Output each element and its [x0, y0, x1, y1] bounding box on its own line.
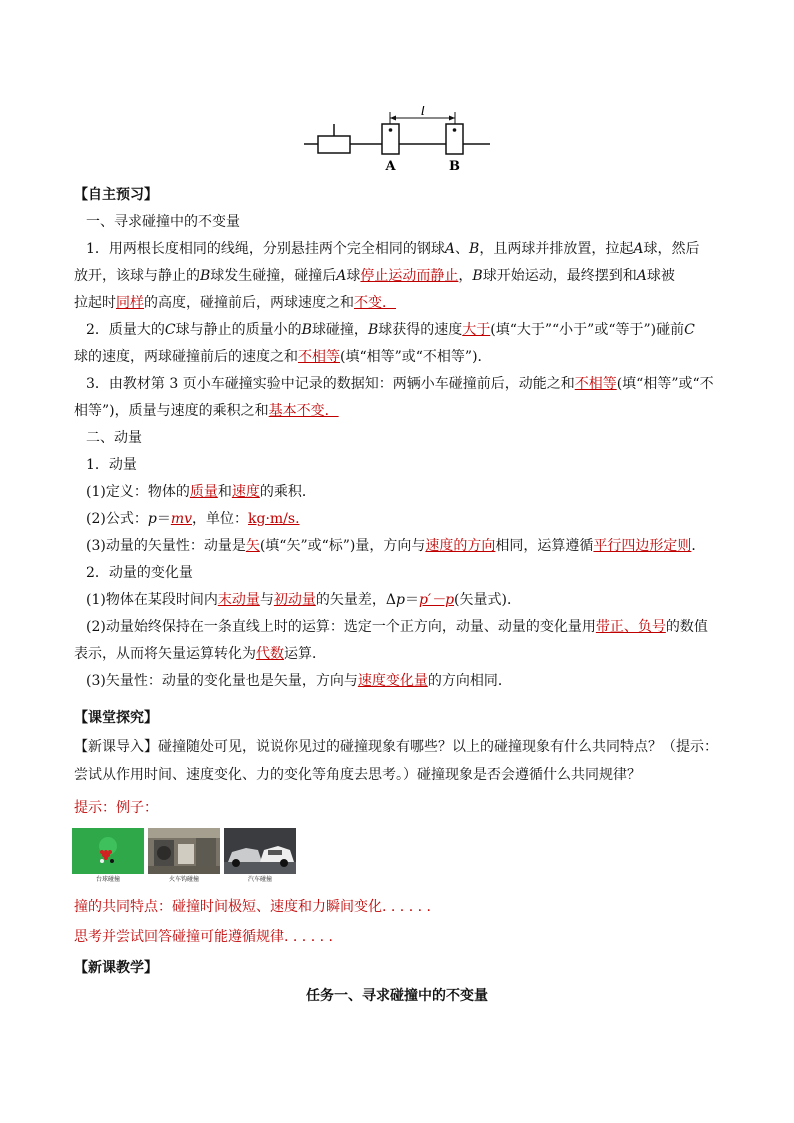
answer-blank: 质量	[189, 484, 218, 500]
section-preview-heading: 【自主预习】	[74, 187, 158, 203]
answer-blank: 初动量	[273, 592, 316, 608]
answer-blank: 基本不变．	[268, 403, 339, 419]
common-feature-line: 撞的共同特点：碰撞时间极短、速度和力瞬间变化. . . . . .	[74, 899, 431, 915]
caption-train: 火车钩碰撞	[168, 876, 199, 883]
section-new-teaching-heading: 【新课教学】	[74, 960, 158, 976]
answer-blank: p′－p	[418, 592, 455, 608]
paragraph-1-line-3: 拉起时同样的高度，碰撞前后，两球速度之和不变．	[74, 295, 396, 311]
answer-blank: 速度变化量	[357, 673, 428, 689]
answer-blank: 速度	[231, 484, 260, 500]
length-label: l	[420, 106, 426, 119]
intro-line-1: 【新课导入】碰撞随处可见，说说你见过的碰撞现象有哪些？以上的碰撞现象有什么共同特点？（提示：	[74, 739, 718, 755]
paragraph-3-line-1: 3．由教材第 3 页小车碰撞实验中记录的数据知：两辆小车碰撞前后，动能之和不相等(填“相等”或“不	[86, 376, 714, 392]
answer-blank: 大于	[462, 322, 491, 338]
subheading-momentum: 1．动量	[86, 457, 137, 473]
section-classroom-heading: 【课堂探究】	[74, 710, 158, 726]
intro-line-2: 尝试从作用时间、速度变化、力的变化等角度去思考。）碰撞现象是否会遵循什么共同规律？	[74, 767, 641, 783]
think-line: 思考并尝试回答碰撞可能遵循规律. . . . . .	[74, 929, 333, 945]
paragraph-2-line-1: 2．质量大的C球与静止的质量小的B球碰撞，B球获得的速度大于(填“大于”“小于”或“等于”)碰前C	[86, 322, 695, 338]
paragraph-1-line-1: 1．用两根长度相同的线绳，分别悬挂两个完全相同的钢球A、B，且两球并排放置，拉起A球，然后	[86, 241, 700, 257]
label-b: B	[449, 159, 460, 174]
answer-blank: 不相等	[574, 376, 617, 392]
answer-blank: 不变．	[354, 295, 396, 311]
answer-blank: 不相等	[298, 349, 340, 365]
task-one-title: 任务一、寻求碰撞中的不变量	[306, 988, 488, 1004]
subheading-momentum-change: 2．动量的变化量	[86, 565, 193, 581]
car-crash-photo	[224, 828, 296, 874]
vector-property-line: (3)动量的矢量性：动量是矢(填“矢”或“标”)量，方向与速度的方向相同，运算遵循平行四边形定则．	[86, 538, 706, 554]
formula-line: (2)公式：p＝mv，单位：kg·m/s.	[86, 511, 300, 527]
paragraph-3-line-2: 相等”)，质量与速度的乘积之和基本不变．	[74, 403, 339, 419]
answer-blank: 同样	[116, 295, 144, 311]
caption-billiards: 台球碰撞	[95, 876, 120, 883]
paragraph-2-line-2: 球的速度，两球碰撞前后的速度之和不相等(填“相等”或“不相等”)．	[74, 349, 492, 365]
answer-blank: 停止运动而静止	[360, 268, 459, 284]
change-vector-line: (3)矢量性：动量的变化量也是矢量，方向与速度变化量的方向相同．	[86, 673, 512, 689]
hint-label: 提示：例子：	[74, 800, 158, 816]
launcher-block	[318, 136, 350, 153]
change-definition-line: (1)物体在某段时间内末动量与初动量的矢量差，Δp＝p′－p(矢量式)．	[86, 592, 521, 608]
part-two-heading: 二、动量	[86, 430, 142, 446]
change-operation-line-2: 表示，从而将矢量运算转化为代数运算．	[74, 646, 326, 662]
answer-blank: 代数	[256, 646, 284, 662]
label-a: A	[385, 159, 396, 174]
answer-blank: mv	[170, 511, 192, 527]
answer-blank: 平行四边形定则	[593, 538, 692, 554]
collision-apparatus-figure	[300, 106, 495, 176]
answer-blank: 末动量	[217, 592, 260, 608]
answer-blank: 矢	[245, 538, 260, 554]
paragraph-1-line-2: 放开，该球与静止的B球发生碰撞，碰撞后A球停止运动而静止，B球开始运动，最终摆到和A球被	[74, 268, 675, 284]
answer-blank: 带正、负号	[595, 619, 666, 635]
change-operation-line-1: (2)动量始终保持在一条直线上时的运算：选定一个正方向，动量、动量的变化量用带正、负号的数值	[86, 619, 708, 635]
train-coupler-photo	[148, 828, 220, 874]
part-one-heading: 一、寻求碰撞中的不变量	[86, 214, 240, 230]
answer-blank: 速度的方向	[425, 538, 496, 554]
caption-car: 汽车碰撞	[247, 876, 272, 883]
definition-line: (1)定义：物体的质量和速度的乘积．	[86, 484, 316, 500]
billiards-photo	[72, 828, 144, 874]
answer-blank: kg·m/s.	[248, 511, 300, 527]
